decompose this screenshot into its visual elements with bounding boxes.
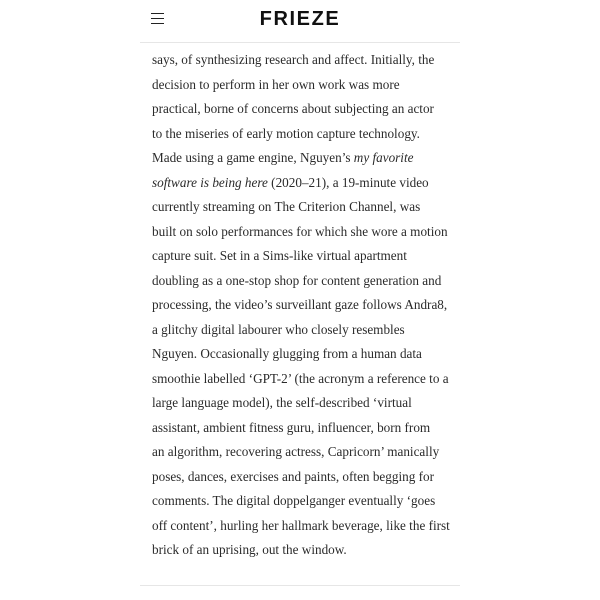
frieze-logo[interactable]: FRIEZE: [259, 8, 341, 30]
article-text: brick of an uprising, out the window.: [152, 542, 347, 557]
article-line: [152, 220, 452, 245]
article-line: [152, 538, 452, 563]
article-text: currently streaming on The Criterion Channel, was: [152, 199, 421, 214]
article-text: practical, borne of concerns about subjecting an actor: [152, 101, 434, 116]
article-text: capture suit. Set in a Sims-like virtual apartment: [152, 248, 407, 263]
article-line: [152, 244, 452, 269]
article-line: [152, 342, 452, 367]
article-line: [152, 195, 452, 220]
article-line: [152, 269, 452, 294]
article-line: [152, 416, 452, 441]
article-text: Made using a game engine, Nguyen’s: [152, 150, 354, 165]
article-line: [152, 97, 452, 122]
article-line: [152, 440, 452, 465]
article-line: [152, 293, 452, 318]
article-line: [152, 48, 452, 73]
divider: [140, 585, 460, 586]
article-line: [152, 171, 452, 196]
article-text: doubling as a one-stop shop for content generation and: [152, 272, 442, 288]
article-text: decision to perform in her own work was more: [152, 76, 400, 92]
article-text: processing, the video’s surveillant gaze follows Andra8,: [152, 297, 448, 312]
article-paragraph: [152, 48, 452, 563]
article-text: comments. The digital doppelganger eventually ‘goes: [152, 493, 436, 508]
article-text: off content’, hurling her hallmark beverage, like the first: [152, 517, 450, 533]
article-line: [152, 318, 452, 343]
artwork-title: my favorite: [353, 150, 414, 165]
article-text: says, of synthesizing research and affect. Initially, the: [152, 52, 435, 67]
article-text: large language model), the self-described ‘virtual: [152, 395, 412, 410]
article-text: built on solo performances for which she wore a motion: [152, 223, 448, 239]
article-text: a glitchy digital labourer who closely resembles: [152, 321, 405, 337]
article-line: [152, 514, 452, 539]
article-line: [152, 146, 452, 171]
article-body: [152, 48, 452, 563]
article-line: [152, 73, 452, 98]
article-line: [152, 465, 452, 490]
article-text: (2020–21), a 19-minute video: [267, 174, 429, 190]
artwork-title: software is being here: [152, 174, 268, 190]
article-line: [152, 367, 452, 392]
article-line: [152, 391, 452, 416]
article-text: an algorithm, recovering actress, Capricorn’ manically: [152, 444, 440, 459]
article-text: smoothie labelled ‘GPT-2’ (the acronym a reference to a: [152, 370, 449, 386]
article-text: poses, dances, exercises and paints, often begging for: [152, 468, 434, 484]
article-line: [152, 489, 452, 514]
article-text: Nguyen. Occasionally glugging from a human data: [152, 346, 422, 361]
site-header: [140, 0, 460, 43]
article-text: to the miseries of early motion capture technology.: [152, 125, 420, 141]
article-line: [152, 122, 452, 147]
article-text: assistant, ambient fitness guru, influencer, born from: [152, 419, 431, 435]
